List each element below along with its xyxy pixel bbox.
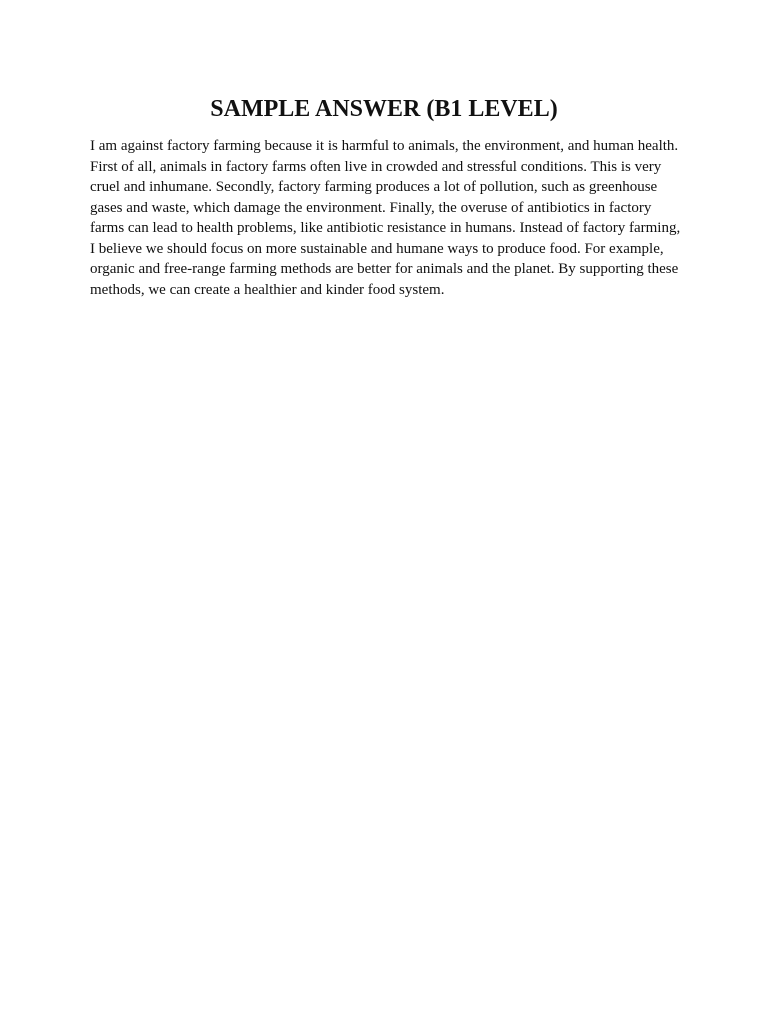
document-body-paragraph: I am against factory farming because it is harmful to animals, the environment, and human health. First of all, animals in factory farms often live in crowded and stressful conditions. This is very cruel and inhumane. Secondly, factory farming produces a lot of pollution, such as greenhouse gases and waste, which damage the environment. Finally, the overuse of antibiotics in factory farms can lead to health problems, like antibiotic resistance in humans. Instead of factory farming, I believe we should focus on more sustainable and humane ways to produce food. For example, organic and free-range farming methods are better for animals and the planet. By supporting these methods, we can create a healthier and kinder food system. <box>90 138 681 298</box>
document-title: SAMPLE ANSWER (B1 LEVEL) <box>210 96 558 122</box>
